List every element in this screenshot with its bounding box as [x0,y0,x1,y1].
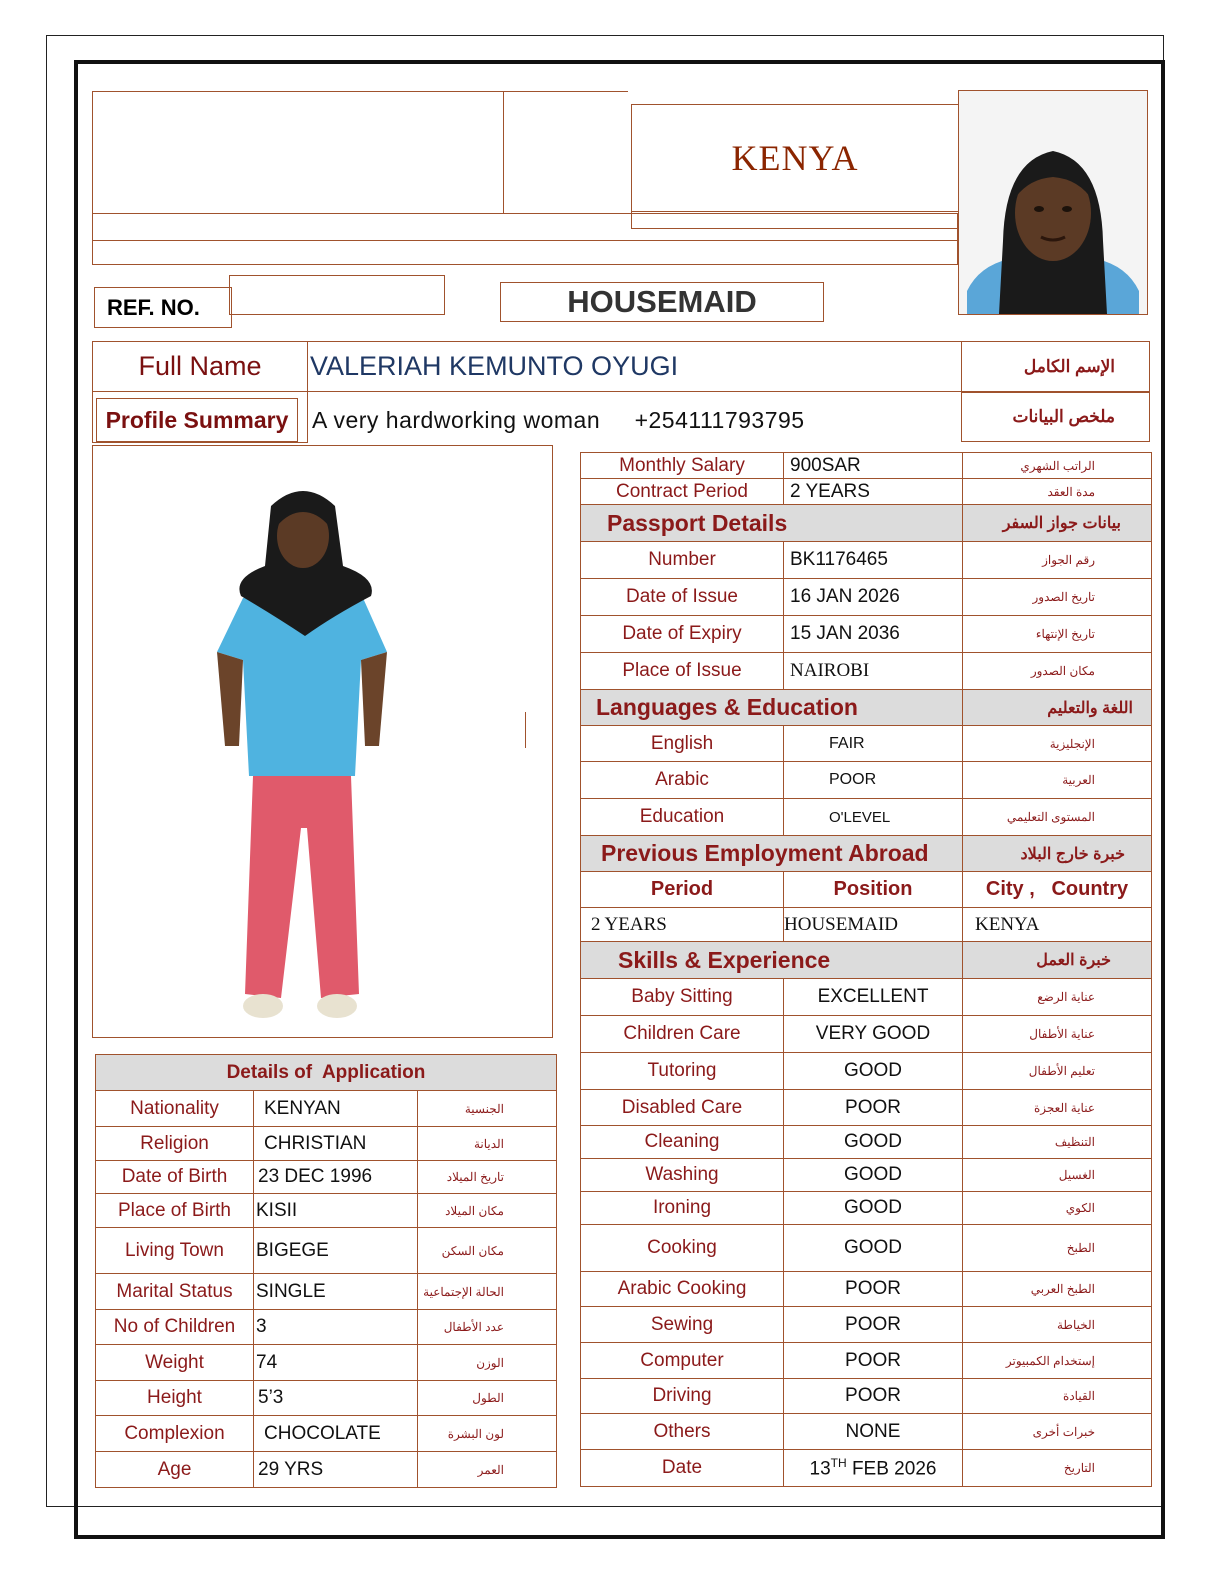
detail-arabic: الوزن [418,1345,557,1381]
detail-label: Weight [96,1345,254,1381]
skill-value: GOOD [784,1159,963,1192]
english-arabic: الإنجليزية [963,726,1152,762]
skill-label: Children Care [581,1016,784,1053]
profile-summary-arabic: ملخص البيانات [961,392,1150,442]
education-arabic: المستوى التعليمي [963,799,1152,836]
detail-label: Complexion [96,1416,254,1452]
skill-arabic: إستخدام الكمبيوتر [963,1343,1152,1379]
full-name-value: VALERIAH KEMUNTO OYUGI [307,341,962,392]
application-row [96,1345,557,1381]
expiry-date-value: 15 JAN 2036 [784,616,963,653]
skill-label: Washing [581,1159,784,1192]
language-row [581,762,1152,799]
issue-place-value: NAIROBI [784,653,963,690]
application-row [96,1310,557,1345]
skill-value: EXCELLENT [784,979,963,1016]
passport-number-value: BK1176465 [784,542,963,579]
employment-title: Previous Employment Abroad [581,836,963,872]
detail-label: Date of Birth [96,1161,254,1194]
passport-number-arabic: رقم الجواز [963,542,1152,579]
position-title: HOUSEMAID [500,282,824,322]
detail-label: Place of Birth [96,1194,254,1228]
skill-row [581,1159,1152,1192]
detail-arabic: العمر [418,1452,557,1488]
issue-place-label: Place of Issue [581,653,784,690]
application-row [96,1194,557,1228]
arabic-label: Arabic [581,762,784,799]
detail-arabic: الطول [418,1381,557,1416]
employment-row [581,908,1152,942]
skill-label: Arabic Cooking [581,1272,784,1307]
skill-label: Tutoring [581,1053,784,1090]
passport-row [581,616,1152,653]
date-label: Date [581,1450,784,1487]
application-row [96,1127,557,1161]
passport-number-label: Number [581,542,784,579]
full-name-label: Full Name [92,341,308,392]
skill-row [581,1307,1152,1343]
skill-value: GOOD [784,1053,963,1090]
skill-row [581,1126,1152,1159]
english-label: English [581,726,784,762]
skill-label: Sewing [581,1307,784,1343]
contract-label: Contract Period [581,479,784,505]
skill-value: GOOD [784,1126,963,1159]
date-value [784,1450,963,1487]
application-row [96,1161,557,1194]
skill-value: POOR [784,1379,963,1414]
passport-row [581,653,1152,690]
salary-arabic: الراتب الشهري [963,453,1152,479]
language-row [581,799,1152,836]
expiry-date-arabic: تاريخ الإنتهاء [963,616,1152,653]
passport-section-header [581,505,1152,542]
passport-row [581,579,1152,616]
skill-value: POOR [784,1090,963,1126]
skill-arabic: خبرات أخرى [963,1414,1152,1450]
skill-row [581,1053,1152,1090]
skill-arabic: الكوي [963,1192,1152,1225]
education-value: O'LEVEL [784,799,963,836]
english-value: FAIR [784,726,963,762]
skills-arabic: خبرة العمل [963,942,1152,979]
languages-title: Languages & Education [581,690,963,726]
language-row [581,726,1152,762]
detail-label: Age [96,1452,254,1488]
profile-summary-label: Profile Summary [96,398,298,442]
application-row [96,1381,557,1416]
date-row [581,1450,1152,1487]
header-strip-2 [92,240,958,265]
profile-summary-value: A very hardworking woman +254111793795 [312,406,805,433]
detail-value: BIGEGE [254,1228,418,1274]
detail-value: CHOCOLATE [254,1416,418,1452]
detail-arabic: مكان الميلاد [418,1194,557,1228]
date-arabic: التاريخ [963,1450,1152,1487]
application-details-table [95,1054,557,1488]
skill-label: Computer [581,1343,784,1379]
skill-row [581,1379,1152,1414]
salary-label: Monthly Salary [581,453,784,479]
date-rest: FEB 2026 [846,1458,937,1480]
skill-value: GOOD [784,1225,963,1272]
detail-value: CHRISTIAN [254,1127,418,1161]
issue-date-arabic: تاريخ الصدور [963,579,1152,616]
skill-value: VERY GOOD [784,1016,963,1053]
photo-marker [525,712,526,748]
education-label: Education [581,799,784,836]
employment-column-headers [581,872,1152,908]
languages-arabic: اللغة والتعليم [963,690,1152,726]
expiry-date-label: Date of Expiry [581,616,784,653]
issue-place-arabic: مكان الصدور [963,653,1152,690]
application-row [96,1416,557,1452]
detail-arabic: الجنسية [418,1091,557,1127]
skill-arabic: تعليم الأطفال [963,1053,1152,1090]
position-header: Position [784,872,963,908]
passport-arabic: بيانات جواز السفر [963,505,1152,542]
detail-label: Living Town [96,1228,254,1274]
skill-value: GOOD [784,1192,963,1225]
detail-value: 23 DEC 1996 [254,1161,418,1194]
detail-label: No of Children [96,1310,254,1345]
detail-arabic: تاريخ الميلاد [418,1161,557,1194]
skill-arabic: الطبخ [963,1225,1152,1272]
detail-value: 3 [254,1310,418,1345]
skill-arabic: عناية العجزة [963,1090,1152,1126]
employment-period: 2 YEARS [581,908,784,942]
detail-value: 74 [254,1345,418,1381]
application-title-row [96,1055,557,1091]
logo-box [92,91,628,214]
detail-value: KENYAN [254,1091,418,1127]
skill-value: POOR [784,1272,963,1307]
detail-arabic: لون البشرة [418,1416,557,1452]
skill-label: Cooking [581,1225,784,1272]
skill-label: Cleaning [581,1126,784,1159]
skill-label: Ironing [581,1192,784,1225]
skill-value: NONE [784,1414,963,1450]
arabic-arabic: العربية [963,762,1152,799]
issue-date-label: Date of Issue [581,579,784,616]
skill-arabic: الغسيل [963,1159,1152,1192]
detail-value: KISII [254,1194,418,1228]
skills-title: Skills & Experience [581,942,963,979]
skill-row [581,1343,1152,1379]
skill-label: Disabled Care [581,1090,784,1126]
passport-row [581,542,1152,579]
skill-value: POOR [784,1343,963,1379]
portrait-photo [958,90,1148,315]
arabic-value: POOR [784,762,963,799]
date-suffix: TH [830,1455,847,1470]
logo-divider [503,91,504,214]
skill-row [581,1090,1152,1126]
right-details-table [580,452,1152,1487]
detail-label: Height [96,1381,254,1416]
application-row [96,1228,557,1274]
detail-arabic: الديانة [418,1127,557,1161]
date-day: 13 [809,1458,831,1480]
skills-section-header [581,942,1152,979]
ref-value [229,275,445,315]
salary-value: 900SAR [784,453,963,479]
full-name-arabic: الإسم الكامل [961,341,1150,392]
ref-label: REF. NO. [94,287,232,328]
detail-value: 29 YRS [254,1452,418,1488]
languages-section-header [581,690,1152,726]
skill-row [581,1192,1152,1225]
skill-label: Baby Sitting [581,979,784,1016]
country-title: KENYA [631,104,959,212]
skill-arabic: القيادة [963,1379,1152,1414]
contract-row [581,479,1152,505]
detail-value: 5’3 [254,1381,418,1416]
passport-title: Passport Details [581,505,963,542]
employment-position: HOUSEMAID [784,908,963,942]
country-header: City , Country [963,872,1152,908]
detail-label: Marital Status [96,1274,254,1310]
skill-row [581,979,1152,1016]
skill-row [581,1272,1152,1307]
skill-row [581,1225,1152,1272]
contract-value: 2 YEARS [784,479,963,505]
skill-arabic: التنظيف [963,1126,1152,1159]
contract-arabic: مدة العقد [963,479,1152,505]
issue-date-value: 16 JAN 2026 [784,579,963,616]
skill-arabic: الطبخ العربي [963,1272,1152,1307]
skill-arabic: الخياطة [963,1307,1152,1343]
employment-section-header [581,836,1152,872]
skill-row [581,1414,1152,1450]
skill-label: Others [581,1414,784,1450]
detail-arabic: عدد الأطفال [418,1310,557,1345]
application-title: Details of Application [96,1055,557,1091]
application-row [96,1091,557,1127]
skill-value: POOR [784,1307,963,1343]
detail-label: Religion [96,1127,254,1161]
employment-arabic: خبرة خارج البلاد [963,836,1152,872]
skill-arabic: عناية الأطفال [963,1016,1152,1053]
application-row [96,1274,557,1310]
salary-row [581,453,1152,479]
skill-arabic: عناية الرضع [963,979,1152,1016]
skill-label: Driving [581,1379,784,1414]
skill-row [581,1016,1152,1053]
detail-arabic: الحالة الإجتماعية [418,1274,557,1310]
detail-value: SINGLE [254,1274,418,1310]
detail-label: Nationality [96,1091,254,1127]
detail-arabic: مكان السكن [418,1228,557,1274]
full-body-photo [92,445,553,1038]
employment-country: KENYA [963,908,1152,942]
application-row [96,1452,557,1488]
period-header: Period [581,872,784,908]
